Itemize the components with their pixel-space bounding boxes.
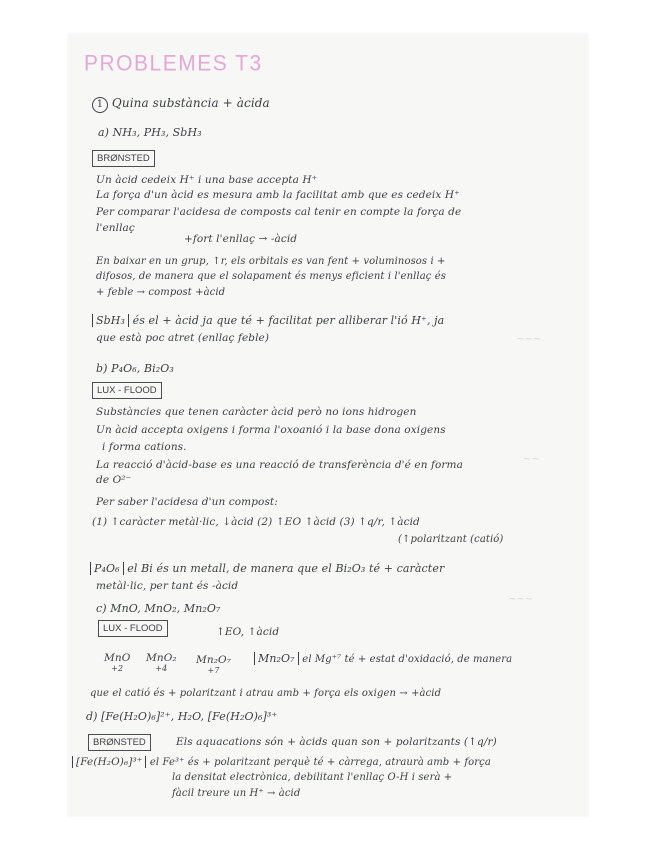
note-line: de O²⁻ [96,474,132,486]
answer-bracket: SbH₃ [92,314,129,327]
oxidation-state: +4 [155,664,168,673]
lux-flood-tag: LUX - FLOOD [98,620,168,637]
note-line: que el catió és + polaritzant i atrau amb + força els oxigen → +àcid [90,688,442,699]
answer-bracket: P₄O₆ [90,562,124,575]
note-line: ↑EO, ↑àcid [216,626,280,638]
oxide-formula: MnO [104,652,131,664]
note-line: la densitat electrònica, debilitant l'enllaç O-H i serà + [172,772,453,783]
note-line: fàcil treure un H⁺ → àcid [172,788,301,799]
bleed-through-mark: ~~ [523,454,540,465]
bleed-through-mark: ~~~ [508,594,534,605]
note-line: difosos, de manera que el solapament és menys eficient i l'enllaç és [96,271,447,282]
note-line: Per saber l'acidesa d'un compost: [96,496,278,508]
page-title: PROBLEMES T3 [84,51,263,76]
note-line: La reacció d'àcid-base es una reacció de transferència d'é en forma [96,459,463,471]
note-line: i forma cations. [102,441,187,453]
note-line: l'enllaç [96,222,135,234]
part-a-options: a) NH₃, PH₃, SbH₃ [98,126,202,139]
note-line: Per comparar l'acidesa de composts cal tenir en compte la força de [96,206,462,218]
bronsted-tag: BRØNSTED [92,150,155,167]
note-line: Els aquacations són + àcids quan son + polaritzants (↑q/r) [176,736,497,748]
note-line: + feble → compost +àcid [96,287,226,298]
answer-text: el Mg⁺⁷ té + estat d'oxidació, de manera [302,654,513,665]
notebook-page [68,34,588,816]
answer-bracket: Mn₂O₇ [254,652,299,665]
question-text: Quina substància + àcida [111,96,270,110]
answer-line [254,652,512,665]
answer-text: el Bi és un metall, de manera que el Bi₂O₃ té + caràcter [127,562,445,575]
note-line: metàl·lic, per tant és -àcid [96,580,239,592]
answer-line [72,756,491,768]
oxide-column [196,654,231,675]
answer-line [90,562,444,575]
oxide-column [104,652,130,673]
note-line: (↑polaritzant (catió) [398,534,504,545]
note-line: En baixar en un grup, ↑r, els orbitals es van fent + voluminosos i + [96,256,446,267]
bronsted-tag: BRØNSTED [88,734,151,751]
note-line: +fort l'enllaç → -àcid [184,233,298,245]
part-d-options: d) [Fe(H₂O)₆]²⁺, H₂O, [Fe(H₂O)₆]³⁺ [86,710,278,723]
oxide-formula: MnO₂ [146,652,177,664]
question-heading [92,96,270,113]
bleed-through-mark: ~~~ [516,334,542,345]
answer-line [92,314,444,327]
answer-text: el Fe³⁺ és + polaritzant perquè té + càrrega, atraurà amb + força [149,757,491,768]
part-b-options: b) P₄O₆, Bi₂O₃ [96,362,174,375]
note-line: que està poc atret (enllaç feble) [96,332,270,344]
note-line: Un àcid accepta oxigens i forma l'oxoanió i la base dona oxigens [96,424,446,436]
note-line: Substàncies que tenen caràcter àcid però no ions hidrogen [96,406,417,418]
part-c-options: c) MnO, MnO₂, Mn₂O₇ [96,602,221,615]
question-number: 1 [92,97,108,113]
lux-flood-tag: LUX - FLOOD [92,382,162,399]
note-line: (1) ↑caràcter metàl·lic, ↓àcid (2) ↑EO ↑àcid (3) ↑q/r, ↑àcid [92,516,420,528]
note-line: Un àcid cedeix H⁺ i una base accepta H⁺ [96,174,318,186]
oxidation-state: +7 [207,666,220,675]
answer-text: és el + àcid ja que té + facilitat per alliberar l'ió H⁺, ja [132,314,445,327]
note-line: La força d'un àcid es mesura amb la facilitat amb que es cedeix H⁺ [96,189,460,201]
answer-bracket: [Fe(H₂O)₆]³⁺ [72,756,146,768]
oxide-column [146,652,177,673]
oxidation-state: +2 [111,664,124,673]
oxide-formula: Mn₂O₇ [196,654,232,666]
